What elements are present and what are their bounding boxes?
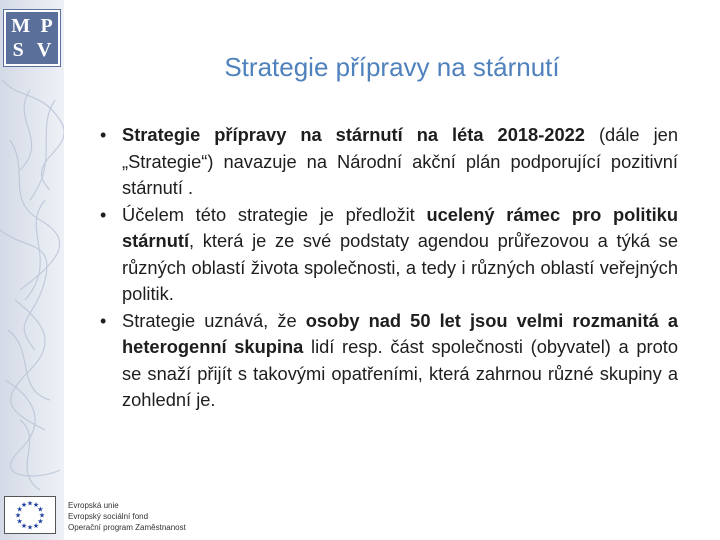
bullet-text: lidí resp. část společnosti (obyvatel) a proto se snaží přijít s takovými opatřeními, která zahrnou různé skupiny a zohlední je. xyxy=(122,336,679,410)
eu-stars-icon xyxy=(5,497,55,533)
eu-star-icon: ★ xyxy=(37,518,44,526)
logo-letter-m: M xyxy=(11,15,31,37)
logo-letter-s: S xyxy=(12,39,24,61)
bullet-item xyxy=(100,122,678,202)
eu-star-icon: ★ xyxy=(26,524,34,532)
bullet-text: Strategie uznává, že xyxy=(122,309,306,331)
decorative-pattern xyxy=(0,0,64,540)
eu-star-icon: ★ xyxy=(16,506,23,514)
bullet-list xyxy=(100,122,678,414)
eu-star-icon: ★ xyxy=(26,500,34,508)
bullet-bold-text: Strategie přípravy na stárnutí na léta 2018-2022 xyxy=(122,124,585,145)
eu-star-icon: ★ xyxy=(20,502,28,510)
logo-letter-p: P xyxy=(40,15,53,37)
eu-star-icon: ★ xyxy=(20,522,28,530)
eu-star-icon: ★ xyxy=(14,512,22,520)
mpsv-logo xyxy=(4,10,60,66)
bullet-text: , která je ze své podstaty agendou průřezovou a týká se různých oblastí života společnosti, a tedy i různých oblastí veřejných politik. xyxy=(122,230,678,304)
eu-line-fund: Evropský sociální fond xyxy=(68,512,149,521)
bullet-text: (dále jen „Strategie“) navazuje na Národní akční plán podporující pozitivní stárnutí . xyxy=(122,124,678,198)
eu-star-icon: ★ xyxy=(16,518,23,526)
eu-flag-icon xyxy=(4,496,56,534)
eu-line-program: Operační program Zaměstnanost xyxy=(68,523,186,532)
bullet-text: Účelem této strategie je předložit xyxy=(122,203,427,225)
eu-star-icon: ★ xyxy=(37,506,44,514)
logo-letter-v: V xyxy=(36,39,52,61)
slide-title: Strategie přípravy na stárnutí xyxy=(224,52,560,82)
bullet-bold-text: osoby nad 50 let jsou velmi rozmanitá a heterogenní skupina xyxy=(122,309,678,357)
bullet-bold-text: ucelený rámec pro politiku stárnutí xyxy=(122,203,678,251)
bullet-item xyxy=(100,202,678,308)
eu-footer-text xyxy=(68,500,186,533)
decorative-side-band xyxy=(0,0,64,540)
bullet-item xyxy=(100,308,678,414)
eu-star-icon: ★ xyxy=(32,522,40,530)
eu-star-icon: ★ xyxy=(32,502,40,510)
eu-line-union: Evropská unie xyxy=(68,501,119,510)
eu-star-icon: ★ xyxy=(38,512,46,520)
